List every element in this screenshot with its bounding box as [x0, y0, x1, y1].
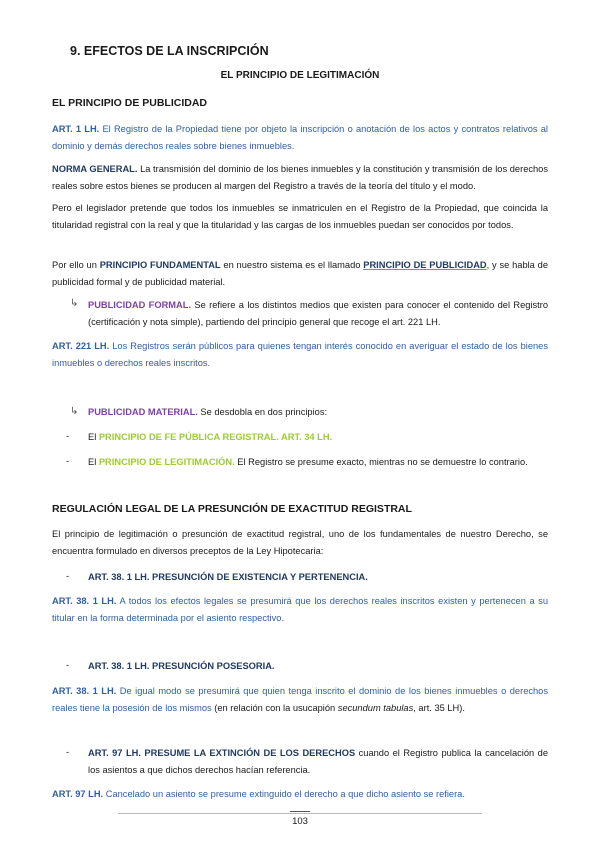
bullet-dash: - [66, 660, 70, 671]
legitimacion-item [88, 454, 548, 471]
fundamental-mid: en nuestro sistema es el llamado [220, 260, 364, 270]
art1-paragraph [52, 121, 548, 155]
subhead-publicidad: EL PRINCIPIO DE PUBLICIDAD [52, 97, 207, 109]
legitimacion-text: El Registro se presume exacto, mientras no se demuestre lo contrario. [234, 457, 528, 467]
bullet-dash: - [66, 431, 70, 442]
footer-rule-accent [290, 811, 310, 812]
legitimacion-label: PRINCIPIO DE LEGITIMACIÓN. [98, 457, 235, 467]
art221-paragraph [52, 338, 548, 372]
legislador-paragraph: Pero el legislador pretende que todos los inmuebles se inmatriculen en el Registro de la Propiedad, que coincida la titularidad registral con la real y que la titularidad y las cargas de los inmuebles puedan ser conocidos por todos. [52, 203, 548, 230]
publicidad-material-paragraph [88, 404, 548, 421]
footer-rule [118, 813, 482, 814]
norma-general-text: La transmisión del dominio de los bienes inmuebles y la constitución y transmisión de los derechos reales sobre estos bienes se producen al margen del Registro a través de la teoría del título y el modo. [52, 164, 548, 191]
centered-title: EL PRINCIPIO DE LEGITIMACIÓN [220, 70, 380, 81]
arrow-icon: ↳ [70, 406, 79, 417]
art38-existencia-ref: ART. 38. 1 LH. [52, 596, 117, 606]
publicidad-material-label: PUBLICIDAD MATERIAL. [88, 407, 198, 417]
art97-paragraph [52, 786, 548, 803]
art1-text: El Registro de la Propiedad tiene por objeto la inscripción o anotación de los actos y contratos relativos al dominio y demás derechos reales sobre bienes inmuebles. [52, 124, 548, 151]
art38-posesoria-paragraph [52, 683, 548, 717]
publicidad-formal-paragraph [88, 297, 548, 331]
fundamental-post: , y se habla de publicidad formal y de publicidad material. [52, 260, 549, 287]
norma-general-paragraph [52, 161, 548, 195]
bullet-dash: - [66, 571, 70, 582]
art38-existencia-paragraph [52, 593, 548, 627]
fe-publica-label: PRINCIPIO DE FE PÚBLICA REGISTRAL. ART. 34 LH. [98, 432, 333, 442]
publicidad-formal-text: Se refiere a los distintos medios que existen para conocer el contenido del Registro (certificación y nota simple), partiendo del principio general que recoge el art. 221 LH. [88, 300, 548, 327]
bullet-97 [88, 745, 548, 779]
principio-publicidad: PRINCIPIO DE PUBLICIDAD [363, 260, 487, 270]
art1-ref: ART. 1 LH. [52, 124, 100, 134]
art38-posesoria-ref: ART. 38. 1 LH. [52, 686, 117, 696]
art38-posesoria-paren-pre: (en relación con la usucapión [211, 703, 338, 713]
principio-fundamental: PRINCIPIO FUNDAMENTAL [99, 260, 221, 270]
fundamental-pre: Por ello un [52, 260, 100, 270]
art97-ref: ART. 97 LH. [52, 789, 104, 799]
art38-posesoria-text: De igual modo se presumirá que quien tenga inscrito el dominio de los bienes inmuebles o derechos reales tiene la posesión de los mismos [52, 686, 548, 713]
page-number: 103 [292, 816, 308, 827]
bullet-dash: - [66, 747, 70, 758]
art38-posesoria-paren-post: , art. 35 LH). [413, 703, 465, 713]
publicidad-material-text: Se desdobla en dos principios: [197, 407, 328, 417]
regulacion-paragraph: El principio de legitimación o presunción de exactitud registral, uno de los fundamentales de nuestro Derecho, se encuentra formulado en diversos preceptos de la Ley Hipotecaria: [52, 529, 548, 556]
fe-publica-pre: El [88, 432, 99, 442]
publicidad-formal-label: PUBLICIDAD FORMAL. [88, 300, 192, 310]
art97-text: Cancelado un asiento se presume extinguido el derecho a que dicho asiento se refiera. [103, 789, 465, 799]
bullet-97-text: cuando el Registro publica la cancelación de los asientos a que dichos derechos hacían referencia. [88, 748, 549, 775]
bullet-dash: - [66, 456, 70, 467]
bullet-38-existencia: ART. 38. 1 LH. PRESUNCIÓN DE EXISTENCIA Y PERTENENCIA. [88, 572, 368, 582]
fundamental-paragraph [52, 257, 548, 291]
subhead-regulacion: REGULACIÓN LEGAL DE LA PRESUNCIÓN DE EXACTITUD REGISTRAL [52, 503, 412, 515]
art221-text: Los Registros serán públicos para quienes tengan interés conocido en averiguar el estado de los bienes inmuebles o derechos reales inscritos. [52, 341, 548, 368]
fe-publica-item [88, 429, 548, 446]
bullet-38-posesoria: ART. 38. 1 LH. PRESUNCIÓN POSESORIA. [88, 661, 275, 671]
legitimacion-pre: El [88, 457, 99, 467]
arrow-icon: ↳ [70, 298, 79, 309]
norma-general-label: NORMA GENERAL. [52, 164, 138, 174]
bullet-97-label: ART. 97 LH. PRESUME LA EXTINCIÓN DE LOS DERECHOS [88, 748, 356, 758]
section-heading: 9. EFECTOS DE LA INSCRIPCIÓN [70, 44, 269, 58]
art221-ref: ART. 221 LH. [52, 341, 110, 351]
secundum-tabulas: secundum tabulas [337, 703, 414, 713]
art38-existencia-text: A todos los efectos legales se presumirá que los derechos reales inscritos existen y pertenecen a su titular en la forma determinada por el asiento respectivo. [52, 596, 548, 623]
